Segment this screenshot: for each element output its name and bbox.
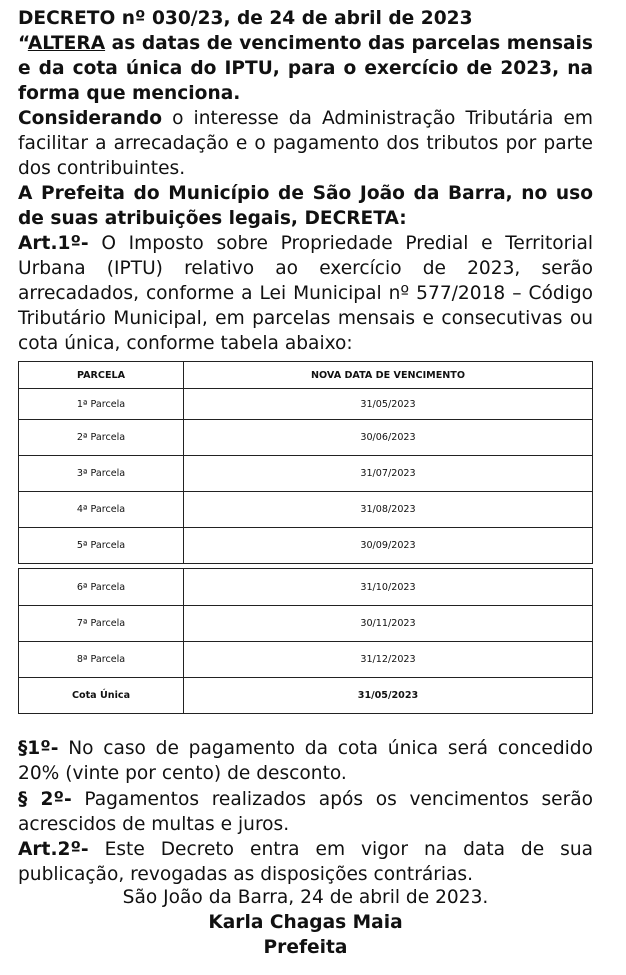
article-1-label: Art.1º- bbox=[18, 233, 89, 254]
article-1-text: O Imposto sobre Propriedade Predial e Territorial Urbana (IPTU) relativo ao exercício de 2023, serão arrecadados, conforme a Lei Municipal nº 577/2018 – Código Tributário Municipal, em parcelas mensais e consecutivas ou cota única, conforme tabela abaixo: bbox=[18, 233, 593, 354]
paragraph-1-text: No caso de pagamento da cota única será concedido 20% (vinte por cento) de desconto. bbox=[18, 738, 593, 784]
date-cell: 30/09/2023 bbox=[184, 528, 593, 564]
table-row bbox=[19, 389, 593, 420]
paragraph-2-label: § 2º- bbox=[18, 789, 72, 810]
table-row bbox=[19, 528, 593, 564]
article-2 bbox=[18, 837, 593, 887]
signer-name: Karla Chagas Maia bbox=[208, 912, 403, 933]
parcela-cell: 2ª Parcela bbox=[19, 420, 184, 456]
column-header-vencimento: NOVA DATA DE VENCIMENTO bbox=[184, 362, 593, 389]
parcela-cell: 4ª Parcela bbox=[19, 492, 184, 528]
table-row bbox=[19, 642, 593, 678]
date-cell: 30/06/2023 bbox=[184, 420, 593, 456]
column-header-parcela: PARCELA bbox=[19, 362, 184, 389]
decree-title: DECRETO nº 030/23, de 24 de abril de 2023 bbox=[18, 8, 473, 29]
parcela-cell: 3ª Parcela bbox=[19, 456, 184, 492]
article-1 bbox=[18, 231, 593, 356]
paragraph-2 bbox=[18, 787, 593, 837]
signer-role: Prefeita bbox=[263, 937, 348, 958]
parcela-cell: 6ª Parcela bbox=[19, 569, 184, 606]
paragraph-1 bbox=[18, 736, 593, 786]
article-2-text: Este Decreto entra em vigor na data de sua publicação, revogadas as disposições contrárias. bbox=[18, 839, 593, 885]
table-row bbox=[19, 420, 593, 456]
table-header-row bbox=[19, 362, 593, 389]
parcela-cell: 1ª Parcela bbox=[19, 389, 184, 420]
ementa-verb: ALTERA bbox=[27, 33, 106, 54]
date-cell: 31/10/2023 bbox=[184, 569, 593, 606]
considerando-lead: Considerando bbox=[18, 108, 163, 129]
considerando-text: o interesse da Administração Tributária em facilitar a arrecadação e o pagamento dos tributos por parte dos contribuintes. bbox=[18, 108, 593, 179]
table-row bbox=[19, 492, 593, 528]
installments-table-continued bbox=[18, 568, 593, 714]
date-cell: 31/07/2023 bbox=[184, 456, 593, 492]
date-cell: 30/11/2023 bbox=[184, 606, 593, 642]
installments-table bbox=[18, 361, 593, 564]
decree-ementa bbox=[18, 31, 593, 106]
place-date: São João da Barra, 24 de abril de 2023. bbox=[122, 887, 489, 908]
paragraph-1-label: §1º- bbox=[18, 738, 59, 759]
considerando-paragraph bbox=[18, 106, 593, 181]
table-row bbox=[19, 606, 593, 642]
ementa-open-quote: “ bbox=[18, 33, 28, 54]
parcela-cell: 7ª Parcela bbox=[19, 606, 184, 642]
date-cell: 31/05/2023 bbox=[184, 678, 593, 714]
ementa-text: as datas de vencimento das parcelas mensais e da cota única do IPTU, para o exercício de 2023, na forma que menciona. bbox=[18, 33, 593, 104]
date-cell: 31/05/2023 bbox=[184, 389, 593, 420]
date-cell: 31/12/2023 bbox=[184, 642, 593, 678]
parcela-cell: 8ª Parcela bbox=[19, 642, 184, 678]
table-row bbox=[19, 456, 593, 492]
parcela-cell: 5ª Parcela bbox=[19, 528, 184, 564]
date-cell: 31/08/2023 bbox=[184, 492, 593, 528]
article-2-label: Art.2º- bbox=[18, 839, 89, 860]
table-row bbox=[19, 569, 593, 606]
paragraph-2-text: Pagamentos realizados após os vencimentos serão acrescidos de multas e juros. bbox=[18, 789, 593, 835]
parcela-cell: Cota Única bbox=[19, 678, 184, 714]
table-row-cota-unica bbox=[19, 678, 593, 714]
preamble: A Prefeita do Município de São João da Barra, no uso de suas atribuições legais, DECRETA: bbox=[18, 183, 593, 229]
